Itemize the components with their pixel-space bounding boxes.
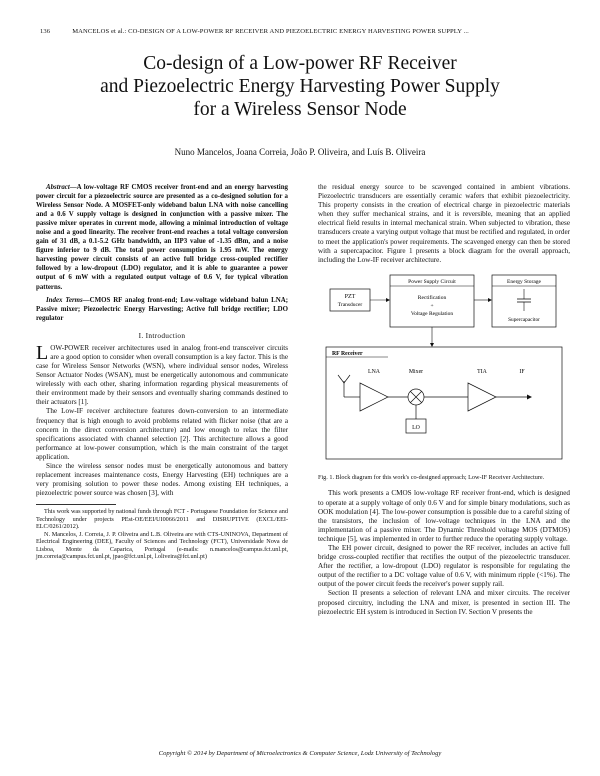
index-terms xyxy=(36,296,288,323)
figure-1-caption: Fig. 1. Block diagram for this work's co-designed approach; Low-IF Receiver Architecture. xyxy=(318,473,545,481)
footnote-funding: This work was supported by national funds through FCT - Portuguese Foundation for Science and Technology under projects PEst-OE/EEI/UI0066/2011 and DISRUPTIVE (EXCL/EEI-ELC/0261/2012). xyxy=(36,508,288,531)
tia-amplifier xyxy=(468,383,496,411)
right-paragraph-a: This work presents a CMOS low-voltage RF receiver front-end, which is designed to operate at a supply voltage of only 0.6 V and for simple binary modulations, such as OOK modulation [4]. The low-power consumption is possible due to a careful sizing of the transistors, the inclusion of low-voltage techniques in the LNA and the implementation of a passive mixer. The Dynamic Threshold voltage MOS (DTMOS) technique [5], was implemented in order to further reduce the operating supply voltage. xyxy=(318,489,570,543)
drop-cap: L xyxy=(36,341,49,364)
footnote-affiliations: N. Mancelos, J. Correia, J. P. Oliveira and L.B. Oliveira are with CTS-UNINOVA, Department of Electrical Engineering (DEE), Faculty of Sciences and Technology (FCT), Universidade Nova de Lisboa, Monte da Caparica, Portugal (e-mails: n.mancelos@campus.fct.unl.pt, jm.correia@campus.fct.unl.pt, jpao@fct.unl.pt, l.oliveira@fct.unl.pt) xyxy=(36,530,288,561)
energy-storage-label: Energy Storage xyxy=(507,278,541,285)
right-paragraph-c: Section II presents a selection of relevant LNA and mixer circuits. The receiver proposed circuitry, including the LNA and mixer, is presented in section III. The piezoelectric EH system is introduced in Section IV. Section V presents the xyxy=(318,589,570,616)
rf-receiver-label: RF Receiver xyxy=(332,350,363,357)
abstract-text: —A low-voltage RF CMOS receiver front-end and an energy harvesting power circuit for a piezoelectric source are presented as a co-designed solution for a Wireless Sensor Node. A MOSFET-only wideband balun LNA with noise cancelling and a 0.6 V supply voltage is designed in conjunction with a passive mixer. The passive mixer operates in current mode, allowing a minimal introduction of voltage noise and a good linearity. The receiver front-end reaches a total voltage conversion gain of 31 dB, a 0.1-5.2 GHz bandwidth, an IIP3 value of -1.35 dBm, and a noise figure inferior to 9 dB. The total power consumption is 1.95 mW. The energy harvesting power circuit consists of an active full bridge cross-coupled rectifier followed by a low-dropout (LDO) regulator, and it is able to guarantee a power output of 6 mW with a regulated output voltage of 0.6 V, for typical vibration patterns. xyxy=(36,184,288,291)
intro-continuation: the residual energy source to be scavenged contained in ambient vibrations. Piezoelectric transducers are essentially ceramic wafers that exhibit piezoelectricity. This property consists in the creation of electrical charge in piezoelectric materials when they suffer mechanical strains, and it is reversible, meaning that an applied electrical field results in internal mechanical strain. When subjected to vibration, these transducers create a varying output voltage that must be rectified and regulated, in order to meet the application's power requirements. The scavenged energy can then be stored with a supercapacitor. Figure 1 presents a block diagram for the overall approach, including the Low-IF receiver architecture. xyxy=(318,183,570,264)
abstract-lead: Abstract xyxy=(46,184,70,191)
pzt-label: PZT xyxy=(344,293,356,300)
left-column xyxy=(36,183,288,561)
plus-label: + xyxy=(430,302,434,309)
paper-title xyxy=(40,52,560,121)
voltage-regulation-label: Voltage Regulation xyxy=(410,310,454,317)
if-output-arrow xyxy=(527,394,532,399)
title-line-1: Co-design of a Low-power RF Receiver xyxy=(143,53,457,74)
mixer-label: Mixer xyxy=(408,368,424,375)
figure-1 xyxy=(318,269,570,474)
intro-paragraph-1 xyxy=(36,341,288,408)
page-number: 136 xyxy=(40,28,51,35)
lna-label: LNA xyxy=(368,368,380,375)
power-supply-label: Power Supply Circuit xyxy=(408,278,456,285)
intro-paragraph-1-text: OW-POWER receiver architectures used in analog front-end transceiver circuits are a good option to consider when overall consumption is a key factor. This is the case for Wireless Sensor Networks (WSN), where individual sensor nodes, Wireless Sensor Actuator Nodes (WSAN), must be energetically autonomous and communicate wirelessly with each other, sharing information regarding physical measurements of their environment made by their sensors and eventually sharing commands destined to their actuators [1]. xyxy=(36,343,288,407)
lo-label: LO xyxy=(412,424,420,431)
intro-paragraph-2: The Low-IF receiver architecture features down-conversion to an intermediate frequency that is high enough to avoid problems related with flicker noise (that are a concern in the direct conversion architecture) and low enough to relax the filter specifications associated with channel selection [2]. This architecture allows a good performance at low-power consumption, which is the main constraint of the target application. xyxy=(36,407,288,461)
transducer-label: Transducer xyxy=(337,301,363,308)
rectification-label: Rectification xyxy=(417,294,447,301)
author-list: Nuno Mancelos, Joana Correia, João P. Oliveira, and Luís B. Oliveira xyxy=(174,147,426,157)
running-head xyxy=(40,28,560,35)
block-diagram xyxy=(318,269,570,474)
abstract xyxy=(36,183,288,292)
index-terms-text: —CMOS RF analog front-end; Low-voltage wideband balun LNA; Passive mixer; Piezoelectric Energy Harvesting; Active full bridge rectifier; LDO regulator xyxy=(36,296,288,322)
tia-label: TIA xyxy=(477,368,487,375)
rf-receiver-block xyxy=(326,347,562,459)
if-label: IF xyxy=(519,368,525,375)
index-terms-lead: Index Terms xyxy=(46,296,83,304)
lna-amplifier xyxy=(360,383,388,411)
title-line-3: for a Wireless Sensor Node xyxy=(193,99,407,120)
supercapacitor-label: Supercapacitor xyxy=(508,316,540,323)
right-paragraph-b: The EH power circuit, designed to power the RF receiver, includes an active full bridge cross-coupled rectifier that rectifies the output of the piezoelectric transducer. After the rectifier, a low-dropout (LDO) regulator is responsible for regulating the output of the rectifier to a DC voltage value of 0.6 V, with minimum ripple (<1%). The output of the power circuit feeds the receiver's power supply rail. xyxy=(318,544,570,589)
title-line-2: and Piezoelectric Energy Harvesting Power Supply xyxy=(100,76,500,97)
running-title: MANCELOS et al.: CO-DESIGN OF A LOW-POWER RF RECEIVER AND PIEZOELECTRIC ENERGY HARVESTING POWER SUPPLY ... xyxy=(72,28,469,35)
intro-paragraph-3: Since the wireless sensor nodes must be energetically autonomous and battery replacement increases maintenance costs, Energy Harvesting (EH) techniques are a very promising solution to power these nodes. Among existing EH techniques, a piezoelectric power source was chosen [3], with xyxy=(36,462,288,498)
right-column xyxy=(318,183,570,617)
copyright-footer: Copyright © 2014 by Department of Microelectronics & Computer Science, Lodz University of Technology xyxy=(158,750,442,757)
footnote-divider xyxy=(36,504,116,505)
section-heading-introduction: I. Introduction xyxy=(138,330,186,340)
